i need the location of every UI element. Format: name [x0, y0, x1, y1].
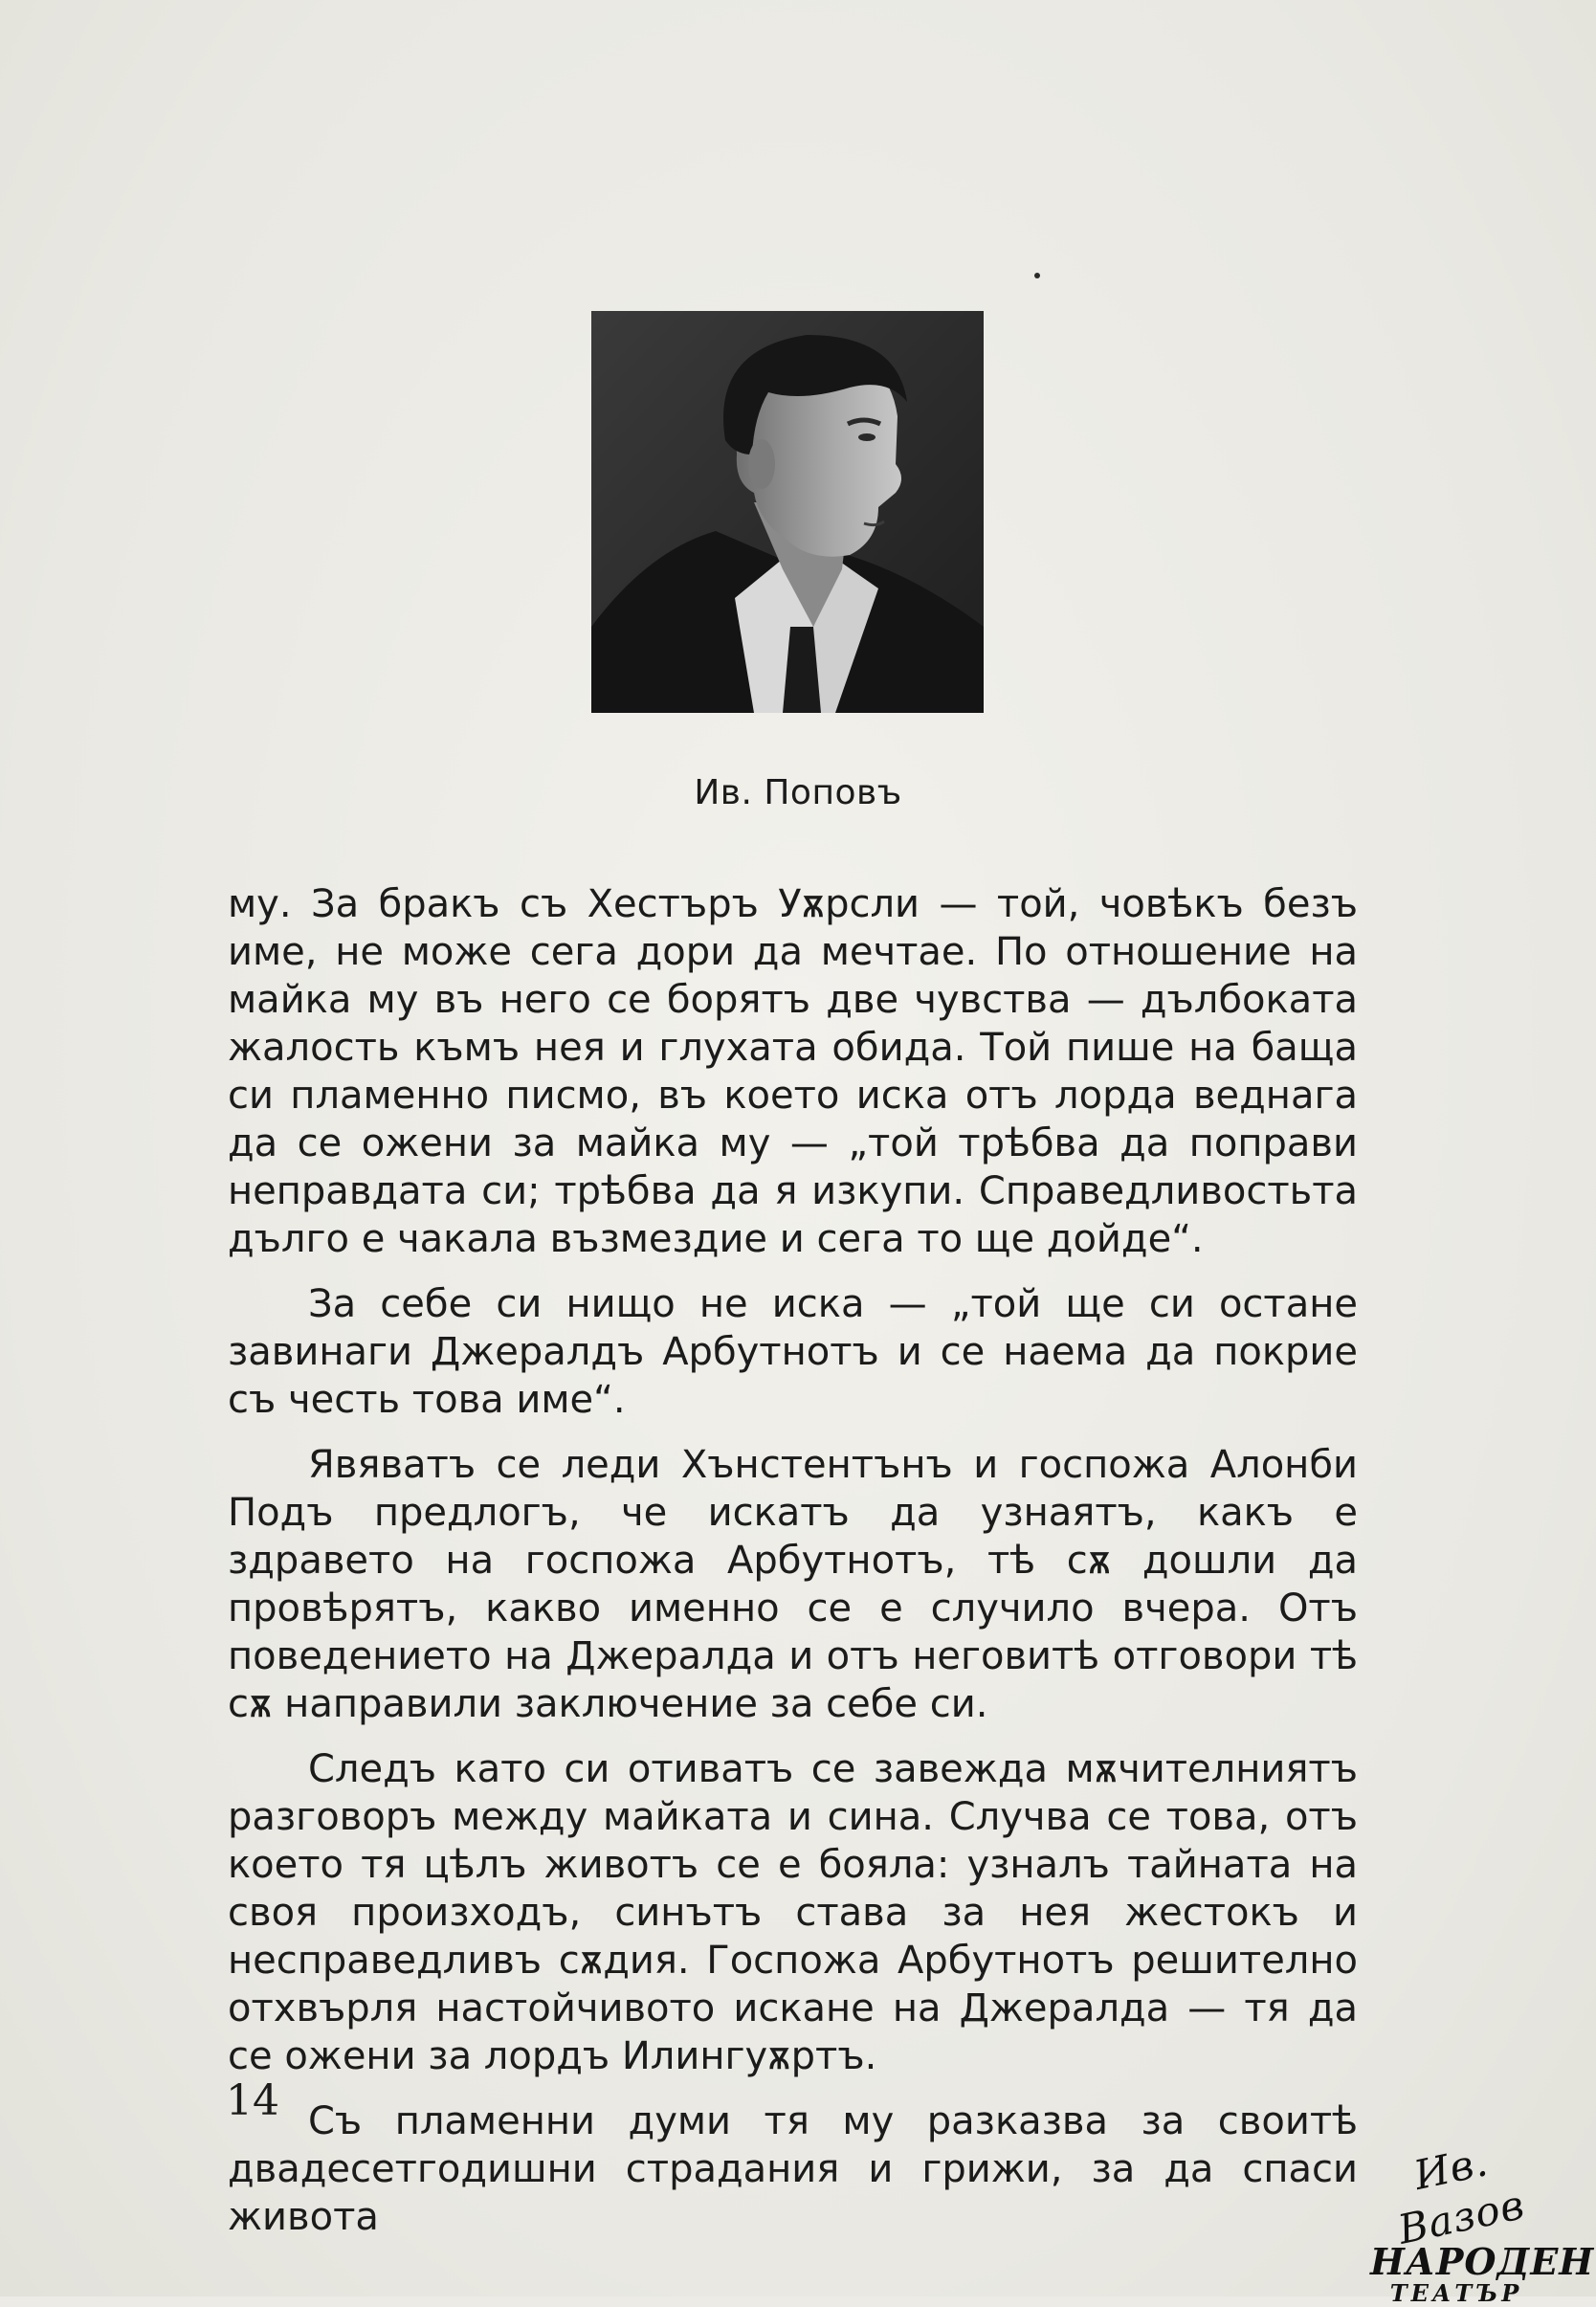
paragraph: Следъ като си отиватъ се завежда мѫчителниятъ разговоръ между майката и сина. Случва се това, отъ което тя цѣлъ животъ се е бояла: узналъ тайната на своя произходъ, синътъ става за нея жестокъ и несправедливъ сѫдия. Госпожа Арбутнотъ решително отхвърля настойчивото искане на Джералда — тя да се ожени за лордъ Илингуѫртъ. [228, 1747, 1358, 2078]
body-text [228, 880, 1358, 2241]
logo-line-2: ТЕАТЪР [1389, 2279, 1523, 2307]
paragraph: За себе си нищо не иска — „той ще си остане завинаги Джералдъ Арбутнотъ и се наема да покрие съ честь това име“. [228, 1282, 1358, 1422]
logo-signature: Ив. Вазов [1393, 2138, 1529, 2253]
paragraph: му. За бракъ съ Хестъръ Уѫрсли — той, човѣкъ безъ име, не може сега дори да мечтае. По отношение на майка му въ него се борятъ две чувства — дълбоката жалость къмъ нея и глухата обида. Той пише на баща си пламенно писмо, въ което иска отъ лорда веднага да се ожени за майка му — „той трѣбва да поправи неправдата си; трѣбва да я изкупи. Справедливостьта дълго е чакала възмездие и сега то ще дойде“. [228, 882, 1358, 1261]
theatre-logo [1370, 2138, 1595, 2307]
portrait-image [591, 311, 984, 713]
paragraph: Явяватъ се леди Хънстентънъ и госпожа Алонби Подъ предлогъ, че искатъ да узнаятъ, какъ е здравето на госпожа Арбутнотъ, тѣ сѫ дошли да провѣрятъ, какво именно се е случило вчера. Отъ поведението на Джералда и отъ неговитѣ отговори тѣ сѫ направили заключение за себе си. [228, 1443, 1358, 1726]
logo-line-1: НАРОДЕН [1370, 2240, 1595, 2283]
ink-dot [1034, 273, 1040, 278]
paragraph: Съ пламенни думи тя му разказва за своитѣ двадесетгодишни страдания и грижи, за да спаси живота [228, 2099, 1358, 2239]
portrait-photo [591, 311, 984, 713]
photo-caption: Ив. Поповъ [694, 773, 902, 812]
page-number: 14 [226, 2076, 279, 2125]
